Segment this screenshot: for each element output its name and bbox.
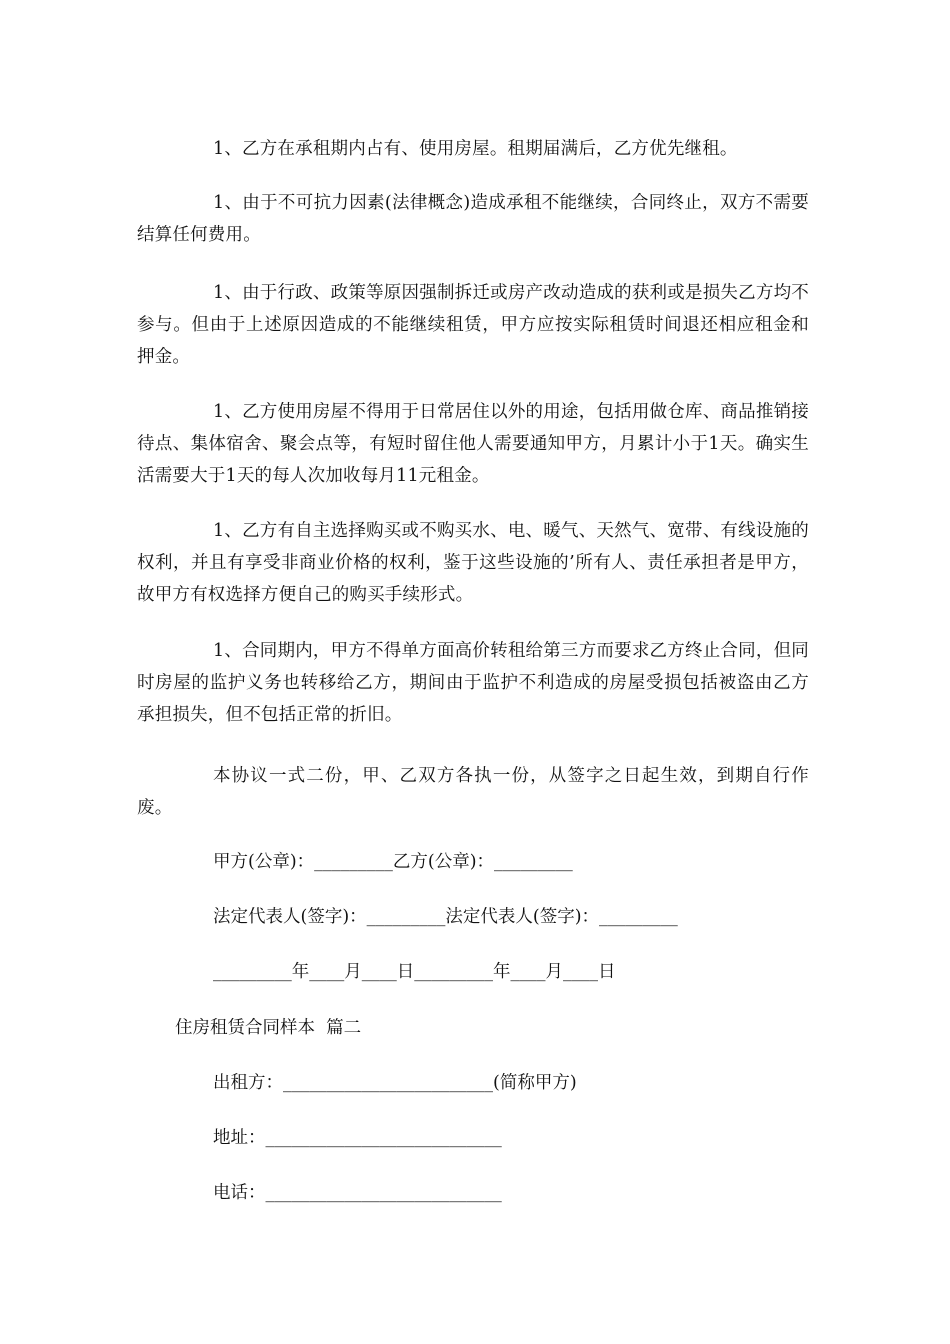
lessor-field: 出租方：________________________(简称甲方) <box>213 1073 577 1093</box>
clause-paragraph-3: 1、由于行政、政策等原因强制拆迁或房产改动造成的获利或是损失乙方均不参与。但由于上述原因造成的不能继续租赁，甲方应按实际租赁时间退还相应租金和押金。 <box>137 283 809 367</box>
section-title: 住房租赁合同样本 篇二 <box>175 1018 362 1038</box>
date-signature-line: _________年____月____日_________年____月____日 <box>213 962 616 982</box>
clause-paragraph-4: 1、乙方使用房屋不得用于日常居住以外的用途，包括用做仓库、商品推销接待点、集体宿舍、聚会点等，有短时留住他人需要通知甲方，月累计小于1天。确实生活需要大于1天的每人次加收每月11元租金。 <box>137 402 809 486</box>
clause-paragraph-2: 1、由于不可抗力因素(法律概念)造成承租不能继续，合同终止，双方不需要结算任何费用。 <box>137 193 809 245</box>
clause-paragraph-6: 1、合同期内，甲方不得单方面高价转租给第三方而要求乙方终止合同，但同时房屋的监护义务也转移给乙方，期间由于监护不利造成的房屋受损包括被盗由乙方承担损失，但不包括正常的折旧。 <box>137 641 809 725</box>
phone-field: 电话：___________________________ <box>213 1183 502 1203</box>
representative-signature-line: 法定代表人(签字)：_________法定代表人(签字)：_________ <box>213 907 678 927</box>
clause-paragraph-1: 1、乙方在承租期内占有、使用房屋。租期届满后，乙方优先继租。 <box>213 139 738 159</box>
clause-paragraph-5: 1、乙方有自主选择购买或不购买水、电、暖气、天然气、宽带、有线设施的权利，并且有享受非商业价格的权利，鉴于这些设施的’所有人、责任承担者是甲方，故甲方有权选择方便自己的购买手续形式。 <box>137 521 809 605</box>
agreement-paragraph: 本协议一式二份，甲、乙双方各执一份，从签字之日起生效，到期自行作废。 <box>137 766 809 818</box>
seal-signature-line: 甲方(公章)：_________乙方(公章)：_________ <box>213 852 573 872</box>
address-field: 地址：___________________________ <box>213 1128 502 1148</box>
